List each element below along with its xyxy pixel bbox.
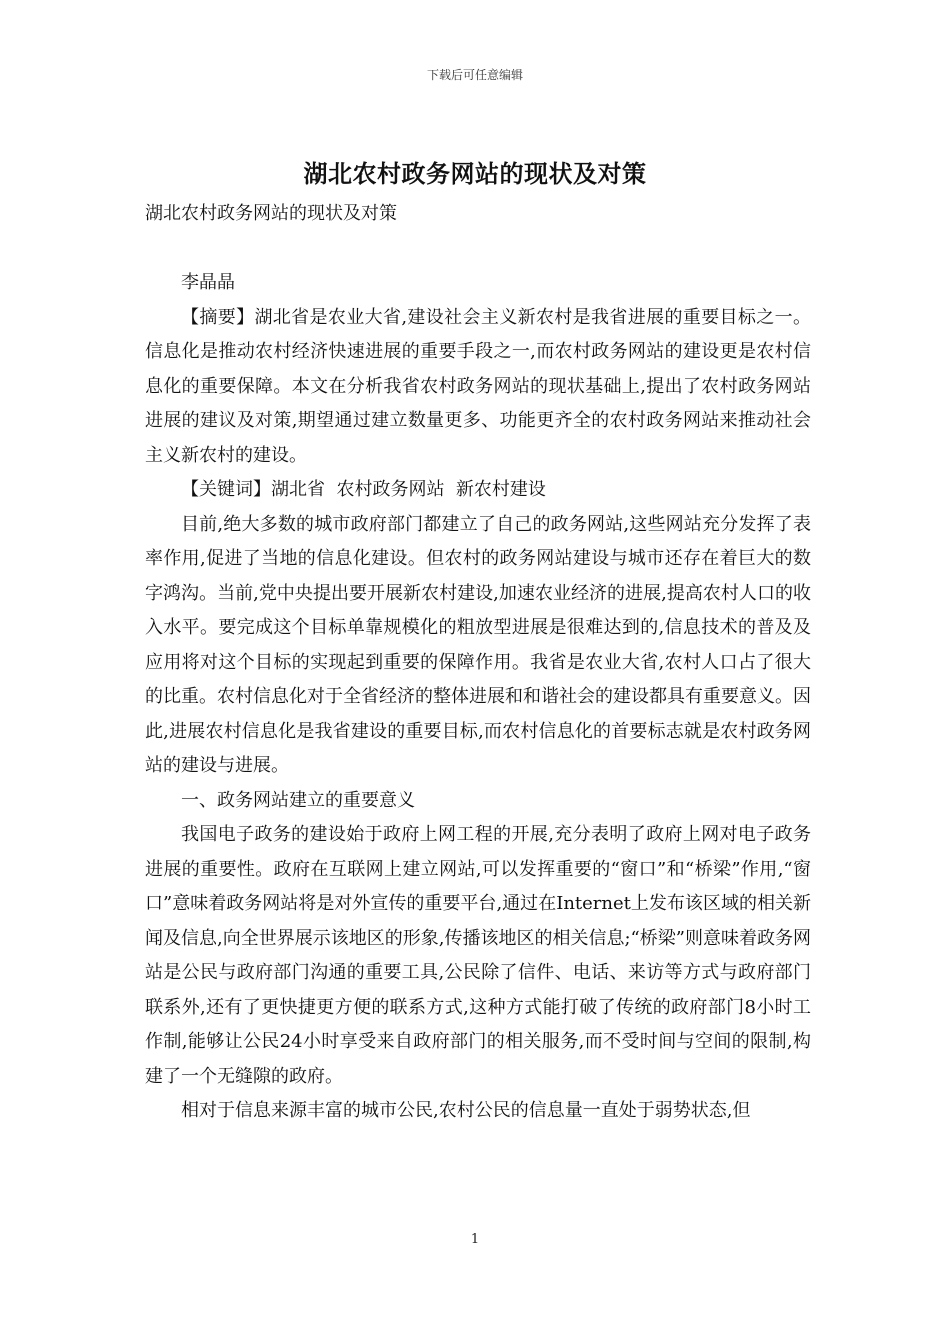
- section-heading: 一、政务网站建立的重要意义: [181, 789, 415, 811]
- page-header: 下载后可任意编辑: [426, 68, 523, 82]
- body-paragraph: 我国电子政务的建设始于政府上网工程的开展,充分表明了政府上网对电子政务进展的重要性。政府在互联网上建立网站,可以发挥重要的“窗口”和“桥梁”作用,“窗口”意味着政务网站将是对外宣传的重要平台,通过在Internet上发布该区域的相关新闻及信息,向全世界展示该地区的形象,传播该地区的相关信息;“桥梁”则意味着政务网站是公民与政府部门沟通的重要工具,公民除了信件、电话、来访等方式与政府部门联系外,还有了更快捷更方便的联系方式,这种方式能打破了传统的政府部门8小时工作制,能够让公民24小时享受来自政府部门的相关服务,而不受时间与空间的限制,构建了一个无缝隙的政府。: [145, 824, 811, 1087]
- document-title: 湖北农村政务网站的现状及对策: [303, 159, 647, 188]
- body-paragraph: 目前,绝大多数的城市政府部门都建立了自己的政务网站,这些网站充分发挥了表率作用,促进了当地的信息化建设。但农村的政务网站建设与城市还存在着巨大的数字鸿沟。当前,党中央提出要开展新农村建设,加速农业经济的进展,提高农村人口的收入水平。要完成这个目标单靠规模化的粗放型进展是很难达到的,信息技术的普及及应用将对这个目标的实现起到重要的保障作用。我省是农业大省,农村人口占了很大的比重。农村信息化对于全省经济的整体进展和和谐社会的建设都具有重要意义。因此,进展农村信息化是我省建设的重要目标,而农村信息化的首要标志就是农村政务网站的建设与进展。: [145, 513, 811, 776]
- document-subtitle: 湖北农村政务网站的现状及对策: [145, 203, 397, 224]
- abstract-paragraph: 【摘要】湖北省是农业大省,建设社会主义新农村是我省进展的重要目标之一。信息化是推动农村经济快速进展的重要手段之一,而农村政务网站的建设更是农村信息化的重要保障。本文在分析我省农村政务网站的现状基础上,提出了农村政务网站进展的建议及对策,期望通过建立数量更多、功能更齐全的农村政务网站来推动社会主义新农村的建设。: [145, 306, 811, 466]
- author-name: 李晶晶: [181, 272, 235, 293]
- page-number: 1: [470, 1232, 480, 1247]
- document-body: [145, 197, 811, 1129]
- blank-line: [145, 232, 811, 267]
- keywords-paragraph: 【关键词】湖北省 农村政务网站 新农村建设: [181, 479, 546, 500]
- body-paragraph: 相对于信息来源丰富的城市公民,农村公民的信息量一直处于弱势状态,但: [181, 1100, 751, 1121]
